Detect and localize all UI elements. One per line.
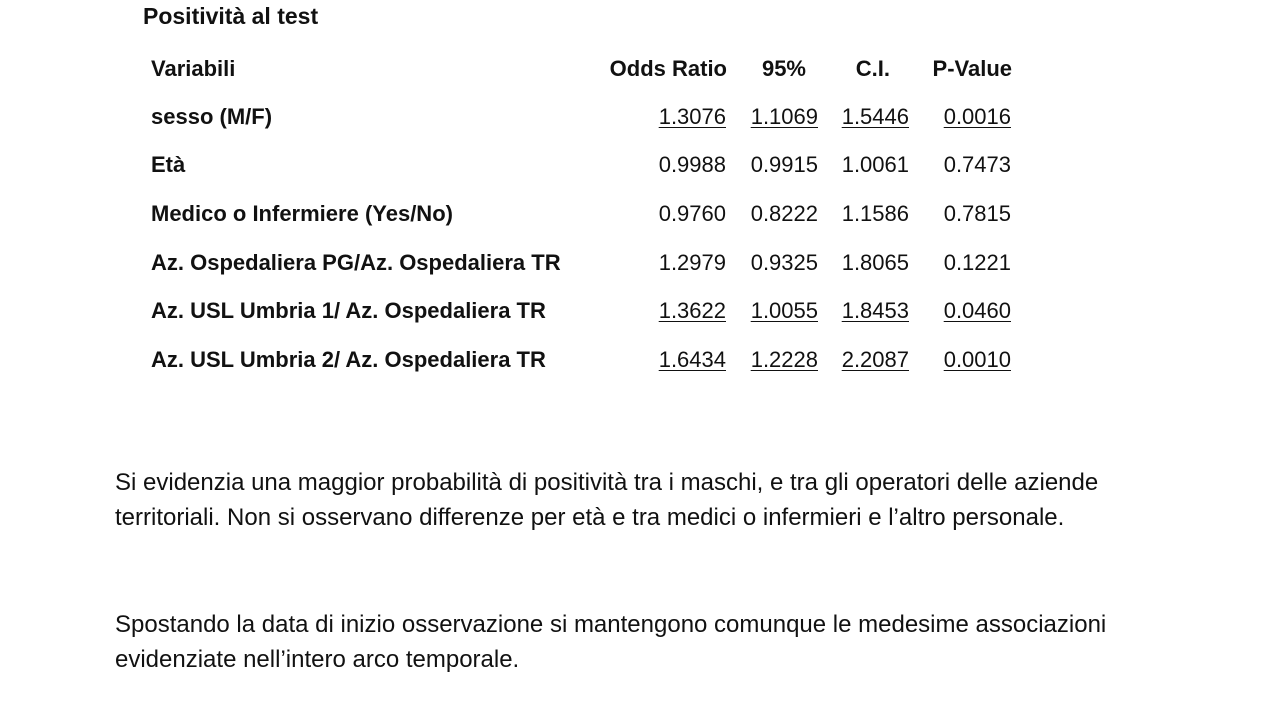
p-value: 0.7473 bbox=[943, 152, 1011, 177]
ci-high-value: 1.5446 bbox=[841, 104, 909, 129]
ci-low-value: 0.8222 bbox=[750, 201, 818, 226]
table-row bbox=[0, 101, 1287, 133]
header-p-value: P-Value bbox=[932, 56, 1012, 81]
table-row bbox=[0, 247, 1287, 279]
row-label: Az. USL Umbria 1/ Az. Ospedaliera TR bbox=[151, 298, 546, 323]
ci-low-value: 1.2228 bbox=[750, 347, 818, 372]
row-label: Az. Ospedaliera PG/Az. Ospedaliera TR bbox=[151, 250, 561, 275]
row-label: Az. USL Umbria 2/ Az. Ospedaliera TR bbox=[151, 347, 546, 372]
row-label: sesso (M/F) bbox=[151, 104, 273, 129]
table-row bbox=[0, 344, 1287, 376]
p-value: 0.1221 bbox=[943, 250, 1011, 275]
ci-high-value: 2.2087 bbox=[841, 347, 909, 372]
p-value: 0.0016 bbox=[943, 104, 1011, 129]
odds-ratio-value: 1.3622 bbox=[658, 298, 726, 323]
table-row bbox=[0, 149, 1287, 181]
odds-ratio-value: 0.9760 bbox=[658, 201, 726, 226]
row-label: Età bbox=[151, 152, 186, 177]
ci-high-value: 1.8065 bbox=[841, 250, 909, 275]
ci-high-value: 1.0061 bbox=[841, 152, 909, 177]
table-header-row bbox=[0, 53, 1287, 85]
ci-low-value: 1.0055 bbox=[750, 298, 818, 323]
p-value: 0.0460 bbox=[943, 298, 1011, 323]
header-variable: Variabili bbox=[151, 56, 236, 81]
odds-ratio-value: 1.2979 bbox=[658, 250, 726, 275]
p-value: 0.7815 bbox=[943, 201, 1011, 226]
table-row bbox=[0, 198, 1287, 230]
ci-high-value: 1.1586 bbox=[841, 201, 909, 226]
page-title: Positività al test bbox=[143, 3, 319, 29]
ci-low-value: 1.1069 bbox=[750, 104, 818, 129]
row-label: Medico o Infermiere (Yes/No) bbox=[151, 201, 453, 226]
odds-ratio-value: 1.6434 bbox=[658, 347, 726, 372]
observation-paragraph: Spostando la data di inizio osservazione si mantengono comunque le medesime associazioni evidenziate nell’intero arco temporale. bbox=[115, 611, 1107, 673]
ci-low-value: 0.9915 bbox=[750, 152, 818, 177]
odds-ratio-value: 0.9988 bbox=[658, 152, 726, 177]
p-value: 0.0010 bbox=[943, 347, 1011, 372]
header-ci-95: 95% bbox=[761, 56, 806, 81]
ci-high-value: 1.8453 bbox=[841, 298, 909, 323]
header-ci: C.I. bbox=[855, 56, 890, 81]
summary-paragraph: Si evidenzia una maggior probabilità di positività tra i maschi, e tra gli operatori delle aziende territoriali. Non si osservano differenze per età e tra medici o infermieri e l’altro personale. bbox=[115, 469, 1099, 531]
table-row bbox=[0, 295, 1287, 327]
header-odds-ratio: Odds Ratio bbox=[609, 56, 727, 81]
odds-ratio-value: 1.3076 bbox=[658, 104, 726, 129]
ci-low-value: 0.9325 bbox=[750, 250, 818, 275]
